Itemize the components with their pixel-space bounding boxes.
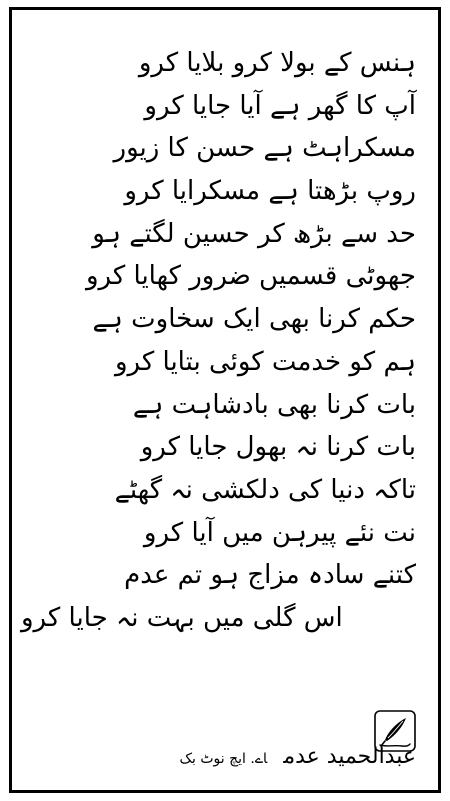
- verse-line: جھوٹی قسمیں ضرور کھایا کرو: [85, 261, 416, 292]
- verse-line: ہم کو خدمت کوئی بتایا کرو: [114, 346, 416, 377]
- author-signature: [179, 744, 416, 769]
- verse-line: حد سے بڑھ کر حسین لگتے ہو: [92, 218, 416, 249]
- verse-line: تاکہ دنیا کی دلکشی نہ گھٹے: [114, 474, 416, 505]
- poem-body: [21, 42, 416, 640]
- poem-footer: [12, 700, 438, 775]
- poem-frame: [9, 7, 441, 793]
- author-name: عبدالحمید عدم: [283, 744, 416, 769]
- verse-line: روپ بڑھتا ہے مسکرایا کرو: [124, 176, 416, 207]
- verse-line: حکم کرنا بھی ایک سخاوت ہے: [92, 304, 416, 335]
- verse-line: آپ کا گھر ہے آیا جایا کرو: [144, 90, 416, 121]
- verse-line: بات کرنا بھی بادشاہت ہے: [132, 389, 416, 420]
- notebook-credit: اے. ایچ نوٹ بک: [179, 751, 268, 767]
- verse-line: مسکراہٹ ہے حسن کا زیور: [113, 133, 416, 164]
- verse-line: بات کرنا نہ بھول جایا کرو: [140, 432, 416, 463]
- verse-line: ہنس کے بولا کرو بلایا کرو: [138, 48, 416, 78]
- verse-line: نت نئے پیرہن میں آیا کرو: [143, 517, 416, 548]
- verse-line: کتنے سادہ مزاج ہو تم عدم: [124, 560, 416, 591]
- verse-line: اس گلی میں بہت نہ جایا کرو: [21, 602, 343, 633]
